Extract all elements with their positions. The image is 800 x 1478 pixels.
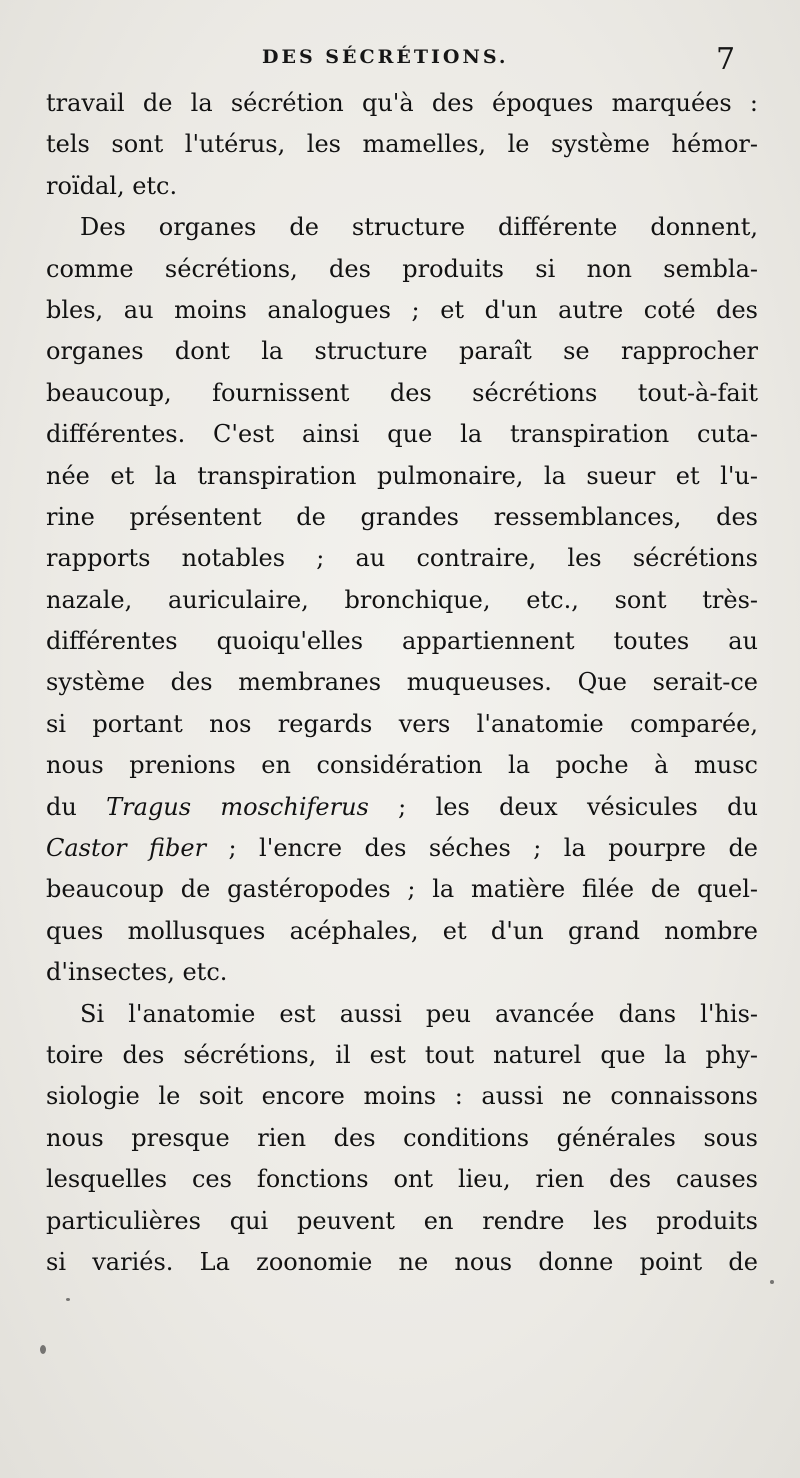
- text-line: nous prenions en considération la poche à musc: [46, 751, 758, 780]
- text-line: tels sont l'utérus, les mamelles, le système hémor-: [46, 130, 758, 159]
- text-line: différentes. C'est ainsi que la transpiration cuta-: [46, 420, 758, 449]
- text-line: rapports notables ; au contraire, les sécrétions: [46, 544, 758, 573]
- ink-speck: [770, 1280, 774, 1284]
- body-text: [46, 83, 758, 1283]
- text-line: roïdal, etc.: [46, 171, 178, 200]
- text-line: Castor fiber ; l'encre des séches ; la pourpre de: [46, 834, 758, 863]
- text-line: nazale, auriculaire, bronchique, etc., sont très-: [46, 585, 758, 614]
- text-line: système des membranes muqueuses. Que serait-ce: [46, 668, 758, 697]
- latin-name: Tragus moschiferus: [106, 792, 369, 821]
- page-number: 7: [716, 42, 736, 77]
- text-line: du Tragus moschiferus ; les deux vésicules du: [46, 792, 758, 821]
- text-line: bles, au moins analogues ; et d'un autre coté des: [46, 295, 758, 324]
- text-line: organes dont la structure paraît se rapprocher: [46, 337, 758, 366]
- text-line: Si l'anatomie est aussi peu avancée dans l'his-: [80, 999, 758, 1028]
- text-line: différentes quoiqu'elles appartiennent toutes au: [46, 627, 758, 656]
- ink-speck: [66, 1298, 70, 1301]
- text-line: rine présentent de grandes ressemblances, des: [46, 502, 758, 531]
- text-line: d'insectes, etc.: [46, 958, 228, 987]
- text-line: ques mollusques acéphales, et d'un grand nombre: [46, 916, 758, 945]
- ink-speck: [40, 1345, 46, 1354]
- text-line: beaucoup, fournissent des sécrétions tout-à-fait: [46, 378, 758, 407]
- text-line: siologie le soit encore moins : aussi ne connaissons: [46, 1082, 758, 1111]
- latin-name: Castor fiber: [46, 834, 207, 863]
- text-line: toire des sécrétions, il est tout naturel que la phy-: [46, 1040, 758, 1069]
- text-line: si portant nos regards vers l'anatomie comparée,: [46, 709, 758, 738]
- text-line: beaucoup de gastéropodes ; la matière filée de quel-: [46, 875, 758, 904]
- text-line: particulières qui peuvent en rendre les produits: [46, 1206, 758, 1235]
- page-header: [0, 42, 800, 82]
- text-line: comme sécrétions, des produits si non sembla-: [46, 254, 758, 283]
- text-line: lesquelles ces fonctions ont lieu, rien des causes: [46, 1165, 758, 1194]
- text-line: Des organes de structure différente donnent,: [80, 213, 758, 242]
- text-line: si variés. La zoonomie ne nous donne point de: [46, 1247, 758, 1276]
- running-title: DES SÉCRÉTIONS.: [262, 46, 509, 68]
- text-line: nous presque rien des conditions générales sous: [46, 1123, 758, 1152]
- text-line: née et la transpiration pulmonaire, la sueur et l'u-: [46, 461, 758, 490]
- text-line: travail de la sécrétion qu'à des époques marquées :: [46, 89, 758, 117]
